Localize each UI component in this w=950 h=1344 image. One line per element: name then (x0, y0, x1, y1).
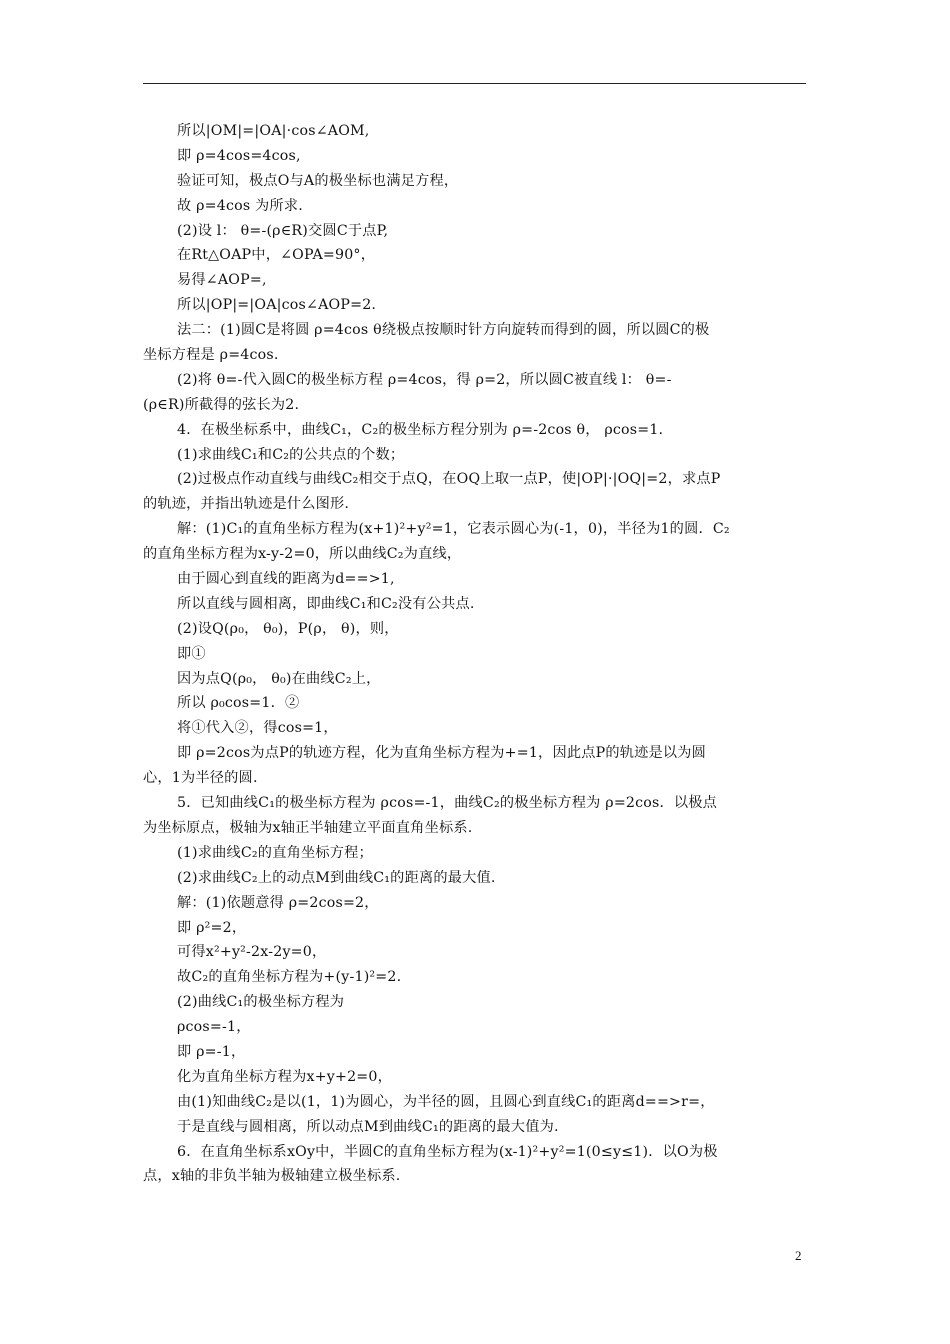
text-line: (2)设Q(ρ₀， θ₀)，P(ρ， θ)，则， (177, 620, 399, 637)
text-line: (2)过极点作动直线与曲线C₂相交于点Q，在OQ上取一点P，使|OP|·|OQ|=2，求点P (177, 471, 721, 488)
text-line: 5．已知曲线C₁的极坐标方程为 ρcos=-1，曲线C₂的极坐标方程为 ρ=2cos．以极点 (177, 795, 718, 812)
text-line: 化为直角坐标方程为x+y+2=0， (177, 1068, 393, 1085)
text-line: 所以|OP|=|OA|cos∠AOP=2. (177, 297, 377, 314)
text-line: 故 ρ=4cos 为所求. (177, 197, 303, 214)
text-line: 4．在极坐标系中，曲线C₁，C₂的极坐标方程分别为 ρ=-2cos θ， ρcos=1. (177, 421, 664, 438)
text-line: 由于圆心到直线的距离为d==>1, (177, 571, 395, 588)
text-line: 即 ρ=-1， (177, 1043, 246, 1060)
text-line: (2)将 θ=-代入圆C的极坐标方程 ρ=4cos，得 ρ=2，所以圆C被直线 l： θ=- (177, 371, 672, 388)
text-line: 即① (177, 645, 206, 662)
text-line: 在Rt△OAP中，∠OPA=90°， (177, 247, 376, 264)
text-line: 的直角坐标方程为x-y-2=0，所以曲线C₂为直线， (143, 546, 462, 563)
text-line: 可得x²+y²-2x-2y=0， (177, 944, 327, 961)
page-number: 2 (795, 1248, 802, 1263)
text-line: 所以|OM|=|OA|·cos∠AOM, (177, 123, 370, 139)
text-line: 即 ρ=2cos为点P的轨迹方程，化为直角坐标方程为+=1，因此点P的轨迹是以为圆 (177, 745, 707, 762)
text-line: 易得∠AOP=, (177, 272, 267, 289)
text-line: 6．在直角坐标系xOy中，半圆C的直角坐标方程为(x-1)²+y²=1(0≤y≤1)．以O为极 (177, 1143, 718, 1160)
text-line: (1)求曲线C₁和C₂的公共点的个数； (177, 446, 405, 463)
text-line: 为坐标原点，极轴为x轴正半轴建立平面直角坐标系. (143, 819, 473, 836)
text-line: 的轨迹，并指出轨迹是什么图形. (143, 496, 350, 513)
text-line: 点，x轴的非负半轴为极轴建立极坐标系. (143, 1168, 401, 1185)
text-line: (2)求曲线C₂上的动点M到曲线C₁的距离的最大值. (177, 869, 496, 886)
text-line: 即 ρ²=2， (177, 919, 247, 936)
text-line: (2)设 l： θ=-(ρ∈R)交圆C于点P, (177, 222, 389, 239)
text-line: 解：(1)依题意得 ρ=2cos=2， (177, 894, 379, 911)
text-line: ρcos=-1， (177, 1019, 251, 1036)
text-line: 坐标方程是 ρ=4cos. (143, 347, 279, 364)
text-line: (1)求曲线C₂的直角坐标方程； (177, 844, 373, 861)
text-line: 心，1为半径的圆. (143, 770, 258, 787)
text-line: 故C₂的直角坐标方程为+(y-1)²=2. (177, 969, 402, 986)
text-line: 于是直线与圆相离，所以动点M到曲线C₁的距离的最大值为. (177, 1118, 559, 1135)
header-rule (143, 83, 806, 84)
document-body (143, 119, 811, 1189)
text-line: 所以 ρ₀cos=1．② (177, 695, 300, 712)
text-line: 解：(1)C₁的直角坐标方程为(x+1)²+y²=1，它表示圆心为(-1，0)，半径为1的圆．C₂ (177, 521, 730, 538)
text-line: 因为点Q(ρ₀， θ₀)在曲线C₂上， (177, 670, 381, 687)
text-line: (2)曲线C₁的极坐标方程为 (177, 994, 345, 1011)
text-line: 即 ρ=4cos=4cos, (177, 147, 301, 164)
text-line: 将①代入②，得cos=1， (177, 720, 338, 737)
text-line: 法二：(1)圆C是将圆 ρ=4cos θ绕极点按顺时针方向旋转而得到的圆，所以圆C的极 (177, 322, 710, 339)
text-line: 所以直线与圆相离，即曲线C₁和C₂没有公共点. (177, 595, 475, 612)
text-line: 验证可知，极点O与A的极坐标也满足方程， (177, 172, 459, 189)
text-line: (ρ∈R)所截得的弦长为2. (143, 396, 300, 413)
text-line: 由(1)知曲线C₂是以(1，1)为圆心，为半径的圆，且圆心到直线C₁的距离d==>r=， (177, 1093, 715, 1110)
